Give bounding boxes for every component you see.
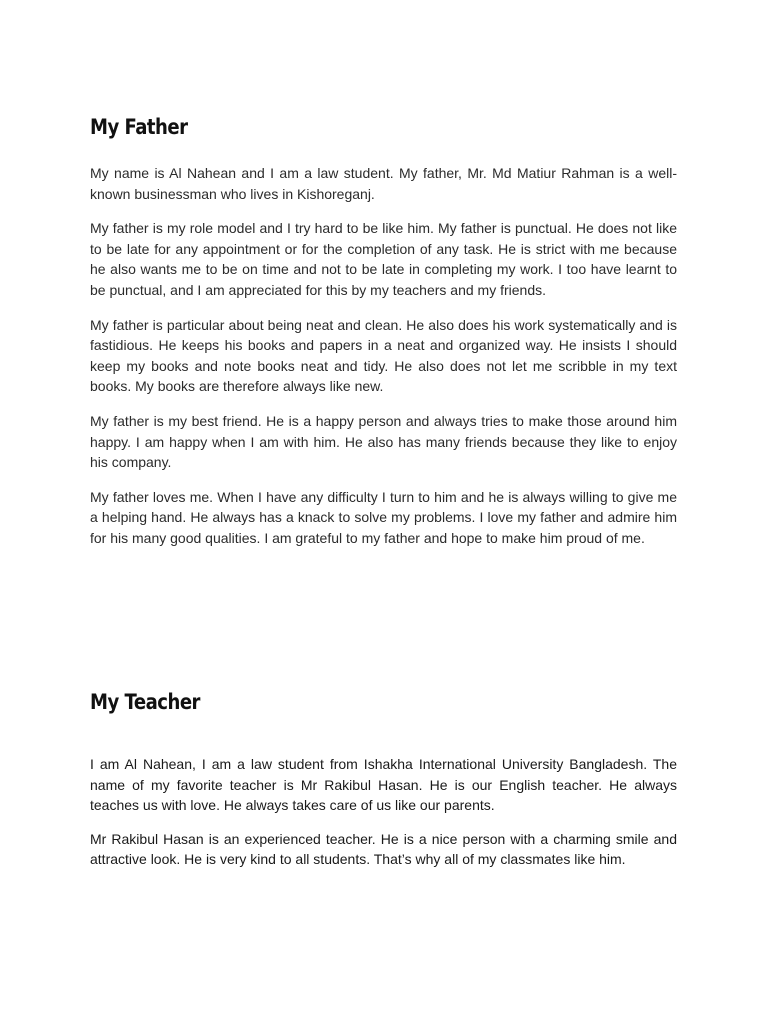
paragraph: My name is Al Nahean and I am a law student. My father, Mr. Md Matiur Rahman is a well-known businessman who lives in Kishoreganj. [90, 165, 677, 202]
section-heading: My Father [90, 115, 188, 139]
section-my-father [90, 111, 677, 563]
paragraph: My father is particular about being neat and clean. He also does his work systematically and is fastidious. He keeps his books and papers in a neat and organized way. He insists I should keep my books and note books neat and tidy. He also does not let me scribble in my text books. My books are therefore always like new. [90, 316, 677, 395]
paragraph: My father is my best friend. He is a happy person and always tries to make those around him happy. I am happy when I am with him. He also has many friends because they like to enjoy his company. [90, 412, 677, 471]
paragraph: I am Al Nahean, I am a law student from Ishakha International University Bangladesh. The name of my favorite teacher is Mr Rakibul Hasan. He is our English teacher. He always teaches us with love. He always takes care of us like our parents. [90, 756, 677, 814]
paragraph: My father is my role model and I try hard to be like him. My father is punctual. He does not like to be late for any appointment or for the completion of any task. He is strict with me because he also wants me to be on time and not to be late in completing my work. I too have learnt to be punctual, and I am appreciated for this by my teachers and my friends. [90, 220, 677, 298]
paragraph: My father loves me. When I have any difficulty I turn to him and he is always willing to give me a helping hand. He always has a knack to solve my problems. I love my father and admire him for his many good qualities. I am grateful to my father and hope to make him proud of me. [90, 488, 677, 546]
section-my-teacher [90, 686, 677, 883]
paragraph: Mr Rakibul Hasan is an experienced teacher. He is a nice person with a charming smile and attractive look. He is very kind to all students. That’s why all of my classmates like him. [90, 830, 677, 868]
section-heading: My Teacher [90, 690, 200, 714]
